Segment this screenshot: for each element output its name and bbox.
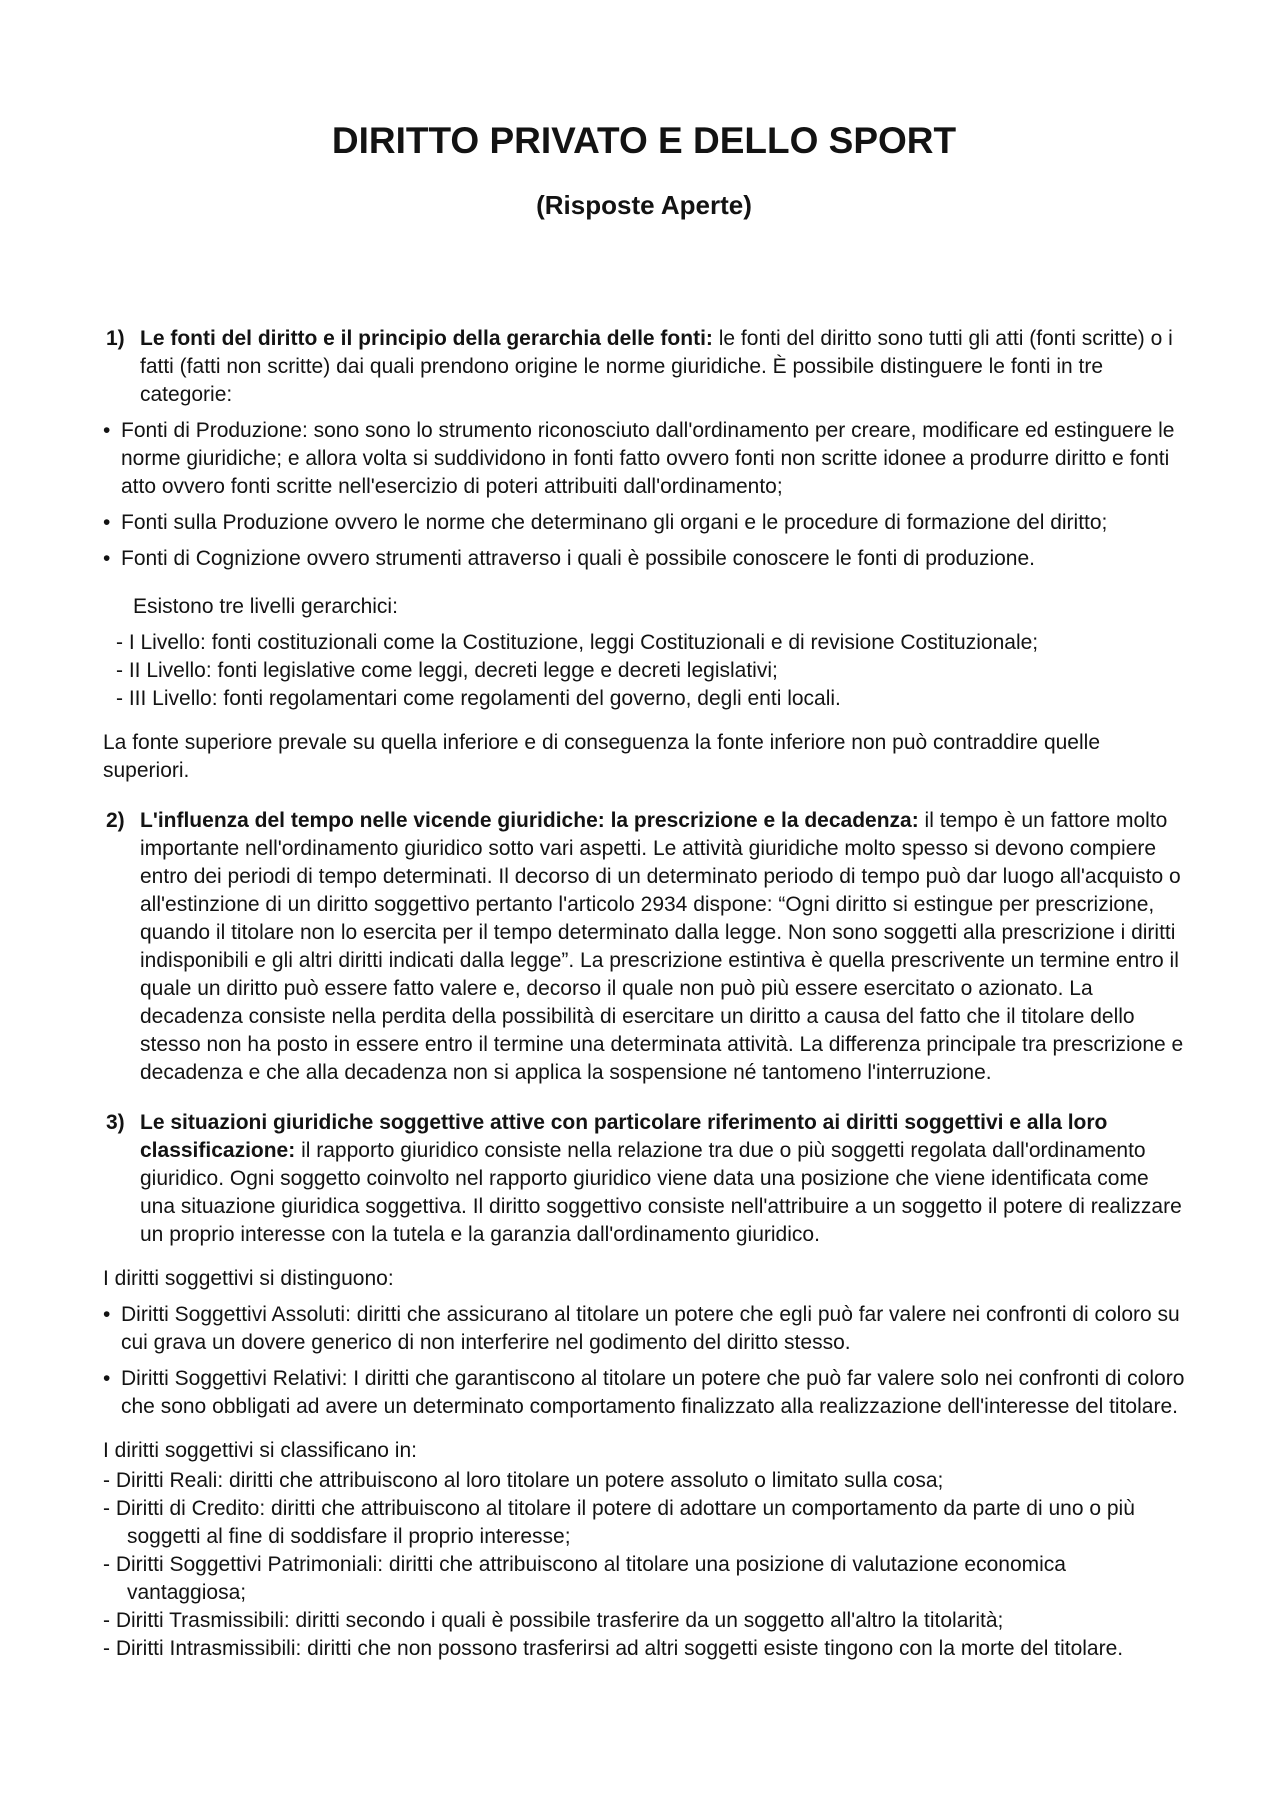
list-item: - Diritti Intrasmissibili: diritti che non possono trasferirsi ad altri soggetti esiste tingono con la morte del titolare.	[103, 1637, 1124, 1660]
classify-heading: I diritti soggettivi si classificano in:	[103, 1439, 417, 1462]
classification-list	[103, 1467, 1185, 1663]
hierarchy-note: La fonte superiore prevale su quella inferiore e di conseguenza la fonte inferiore non può contraddire quelle superiori.	[103, 731, 1100, 782]
list-item: - I Livello: fonti costituzionali come la Costituzione, leggi Costituzionali e di revisione Costituzionale;	[116, 631, 1039, 654]
list-item	[103, 1365, 1185, 1421]
page-subtitle: (Risposte Aperte)	[536, 190, 752, 220]
section-3-number: 3)	[106, 1111, 125, 1134]
bullet-marker: •	[103, 511, 111, 534]
list-item: - II Livello: fonti legislative come leggi, decreti legge e decreti legislativi;	[116, 659, 778, 682]
list-item	[103, 1301, 1185, 1357]
bullet-text: Fonti di Cognizione ovvero strumenti attraverso i quali è possibile conoscere le fonti di produzione.	[121, 547, 1035, 570]
section-1-paragraph	[140, 325, 1185, 409]
section-2-paragraph	[140, 807, 1185, 1087]
section-1	[103, 325, 1185, 409]
page-title: DIRITTO PRIVATO E DELLO SPORT	[331, 120, 957, 161]
document-body	[103, 325, 1185, 1663]
levels-heading: Esistono tre livelli gerarchici:	[133, 595, 398, 618]
list-item: - Diritti Reali: diritti che attribuiscono al loro titolare un potere assoluto o limitato sulla cosa;	[103, 1469, 944, 1492]
section-3	[103, 1109, 1185, 1249]
section-2-intro: il tempo è un fattore molto importante nell'ordinamento giuridico sotto vari aspetti. Le attività giuridiche molto spesso si devono compiere entro dei periodi di tempo determinati. Il decorso di un determinato periodo di tempo può dar luogo all'acquisto o all'estinzione di un diritto soggettivo pertanto l'articolo 2934 dispone: “Ogni diritto si estingue per prescrizione, quando il titolare non lo esercita per il tempo determinato dalla legge. Non sono soggetti alla prescrizione i diritti indisponibili e gli altri diritti indicati dalla legge”. La prescrizione estintiva è quella prescrivente un termine entro il quale un diritto può essere fatto valere e, decorso il quale non può più essere esercitato o azionato. La decadenza consiste nella perdita della possibilità di esercitare un diritto a causa del fatto che il titolare dello stesso non ha posto in essere entro il termine una determinata attività. La differenza principale tra prescrizione e decadenza e che alla decadenza non si applica la sospensione né tantomeno l'interruzione.	[140, 809, 1184, 1084]
bullet-marker: •	[103, 547, 111, 570]
list-item: - Diritti Soggettivi Patrimoniali: diritti che attribuiscono al titolare una posizione di valutazione economica vantaggiosa;	[103, 1553, 1066, 1604]
section-3-lead: Le situazioni giuridiche soggettive attive con particolare riferimento ai diritti soggettivi e alla loro classificazione:	[140, 1111, 1108, 1162]
bullet-marker: •	[103, 1303, 111, 1326]
list-item	[103, 509, 1185, 537]
bullet-text: Fonti di Produzione: sono sono lo strumento riconosciuto dall'ordinamento per creare, modificare ed estinguere le norme giuridiche; e allora volta si suddividono in fonti fatto ovvero fonti non scritte idonee a produrre diritto e fonti atto ovvero fonti scritte nell'esercizio di poteri attribuiti dall'ordinamento;	[121, 419, 1175, 498]
distinguish-heading: I diritti soggettivi si distinguono:	[103, 1267, 394, 1290]
section-2-lead: L'influenza del tempo nelle vicende giuridiche: la prescrizione e la decadenza:	[140, 809, 919, 832]
list-item	[103, 417, 1185, 501]
section-2-number: 2)	[106, 809, 125, 832]
section-3-bullet-list	[103, 1301, 1185, 1421]
bullet-text: Fonti sulla Produzione ovvero le norme che determinano gli organi e le procedure di formazione del diritto;	[121, 511, 1108, 534]
section-1-bullet-list	[103, 417, 1185, 573]
bullet-marker: •	[103, 1367, 111, 1390]
bullet-text: Diritti Soggettivi Relativi: I diritti che garantiscono al titolare un potere che può far valere solo nei confronti di coloro che sono obbligati ad avere un determinato comportamento finalizzato alla realizzazione dell'interesse del titolare.	[121, 1367, 1185, 1418]
section-2	[103, 807, 1185, 1087]
list-item	[103, 545, 1185, 573]
list-item: - Diritti Trasmissibili: diritti secondo i quali è possibile trasferire da un soggetto all'altro la titolarità;	[103, 1609, 1004, 1632]
section-1-lead: Le fonti del diritto e il principio della gerarchia delle fonti:	[140, 327, 713, 350]
list-item: - Diritti di Credito: diritti che attribuiscono al titolare il potere di adottare un comportamento da parte di uno o più soggetti al fine di soddisfare il proprio interesse;	[103, 1497, 1135, 1548]
list-item: - III Livello: fonti regolamentari come regolamenti del governo, degli enti locali.	[116, 687, 841, 710]
section-1-intro: le fonti del diritto sono tutti gli atti (fonti scritte) o i fatti (fatti non scritte) dai quali prendono origine le norme giuridiche. È possibile distinguere le fonti in tre categorie:	[140, 327, 1173, 406]
section-3-intro: il rapporto giuridico consiste nella relazione tra due o più soggetti regolata dall'ordinamento giuridico. Ogni soggetto coinvolto nel rapporto giuridico viene data una posizione che viene identificata come una situazione giuridica soggettiva. Il diritto soggettivo consiste nell'attribuire a un soggetto il potere di realizzare un proprio interesse con la tutela e la garanzia dall'ordinamento giuridico.	[140, 1139, 1182, 1246]
section-3-paragraph	[140, 1109, 1185, 1249]
levels-list	[103, 629, 1185, 713]
bullet-text: Diritti Soggettivi Assoluti: diritti che assicurano al titolare un potere che egli può far valere nei confronti di coloro su cui grava un dovere generico di non interferire nel godimento del diritto stesso.	[121, 1303, 1180, 1354]
bullet-marker: •	[103, 419, 111, 442]
section-1-number: 1)	[106, 327, 125, 350]
